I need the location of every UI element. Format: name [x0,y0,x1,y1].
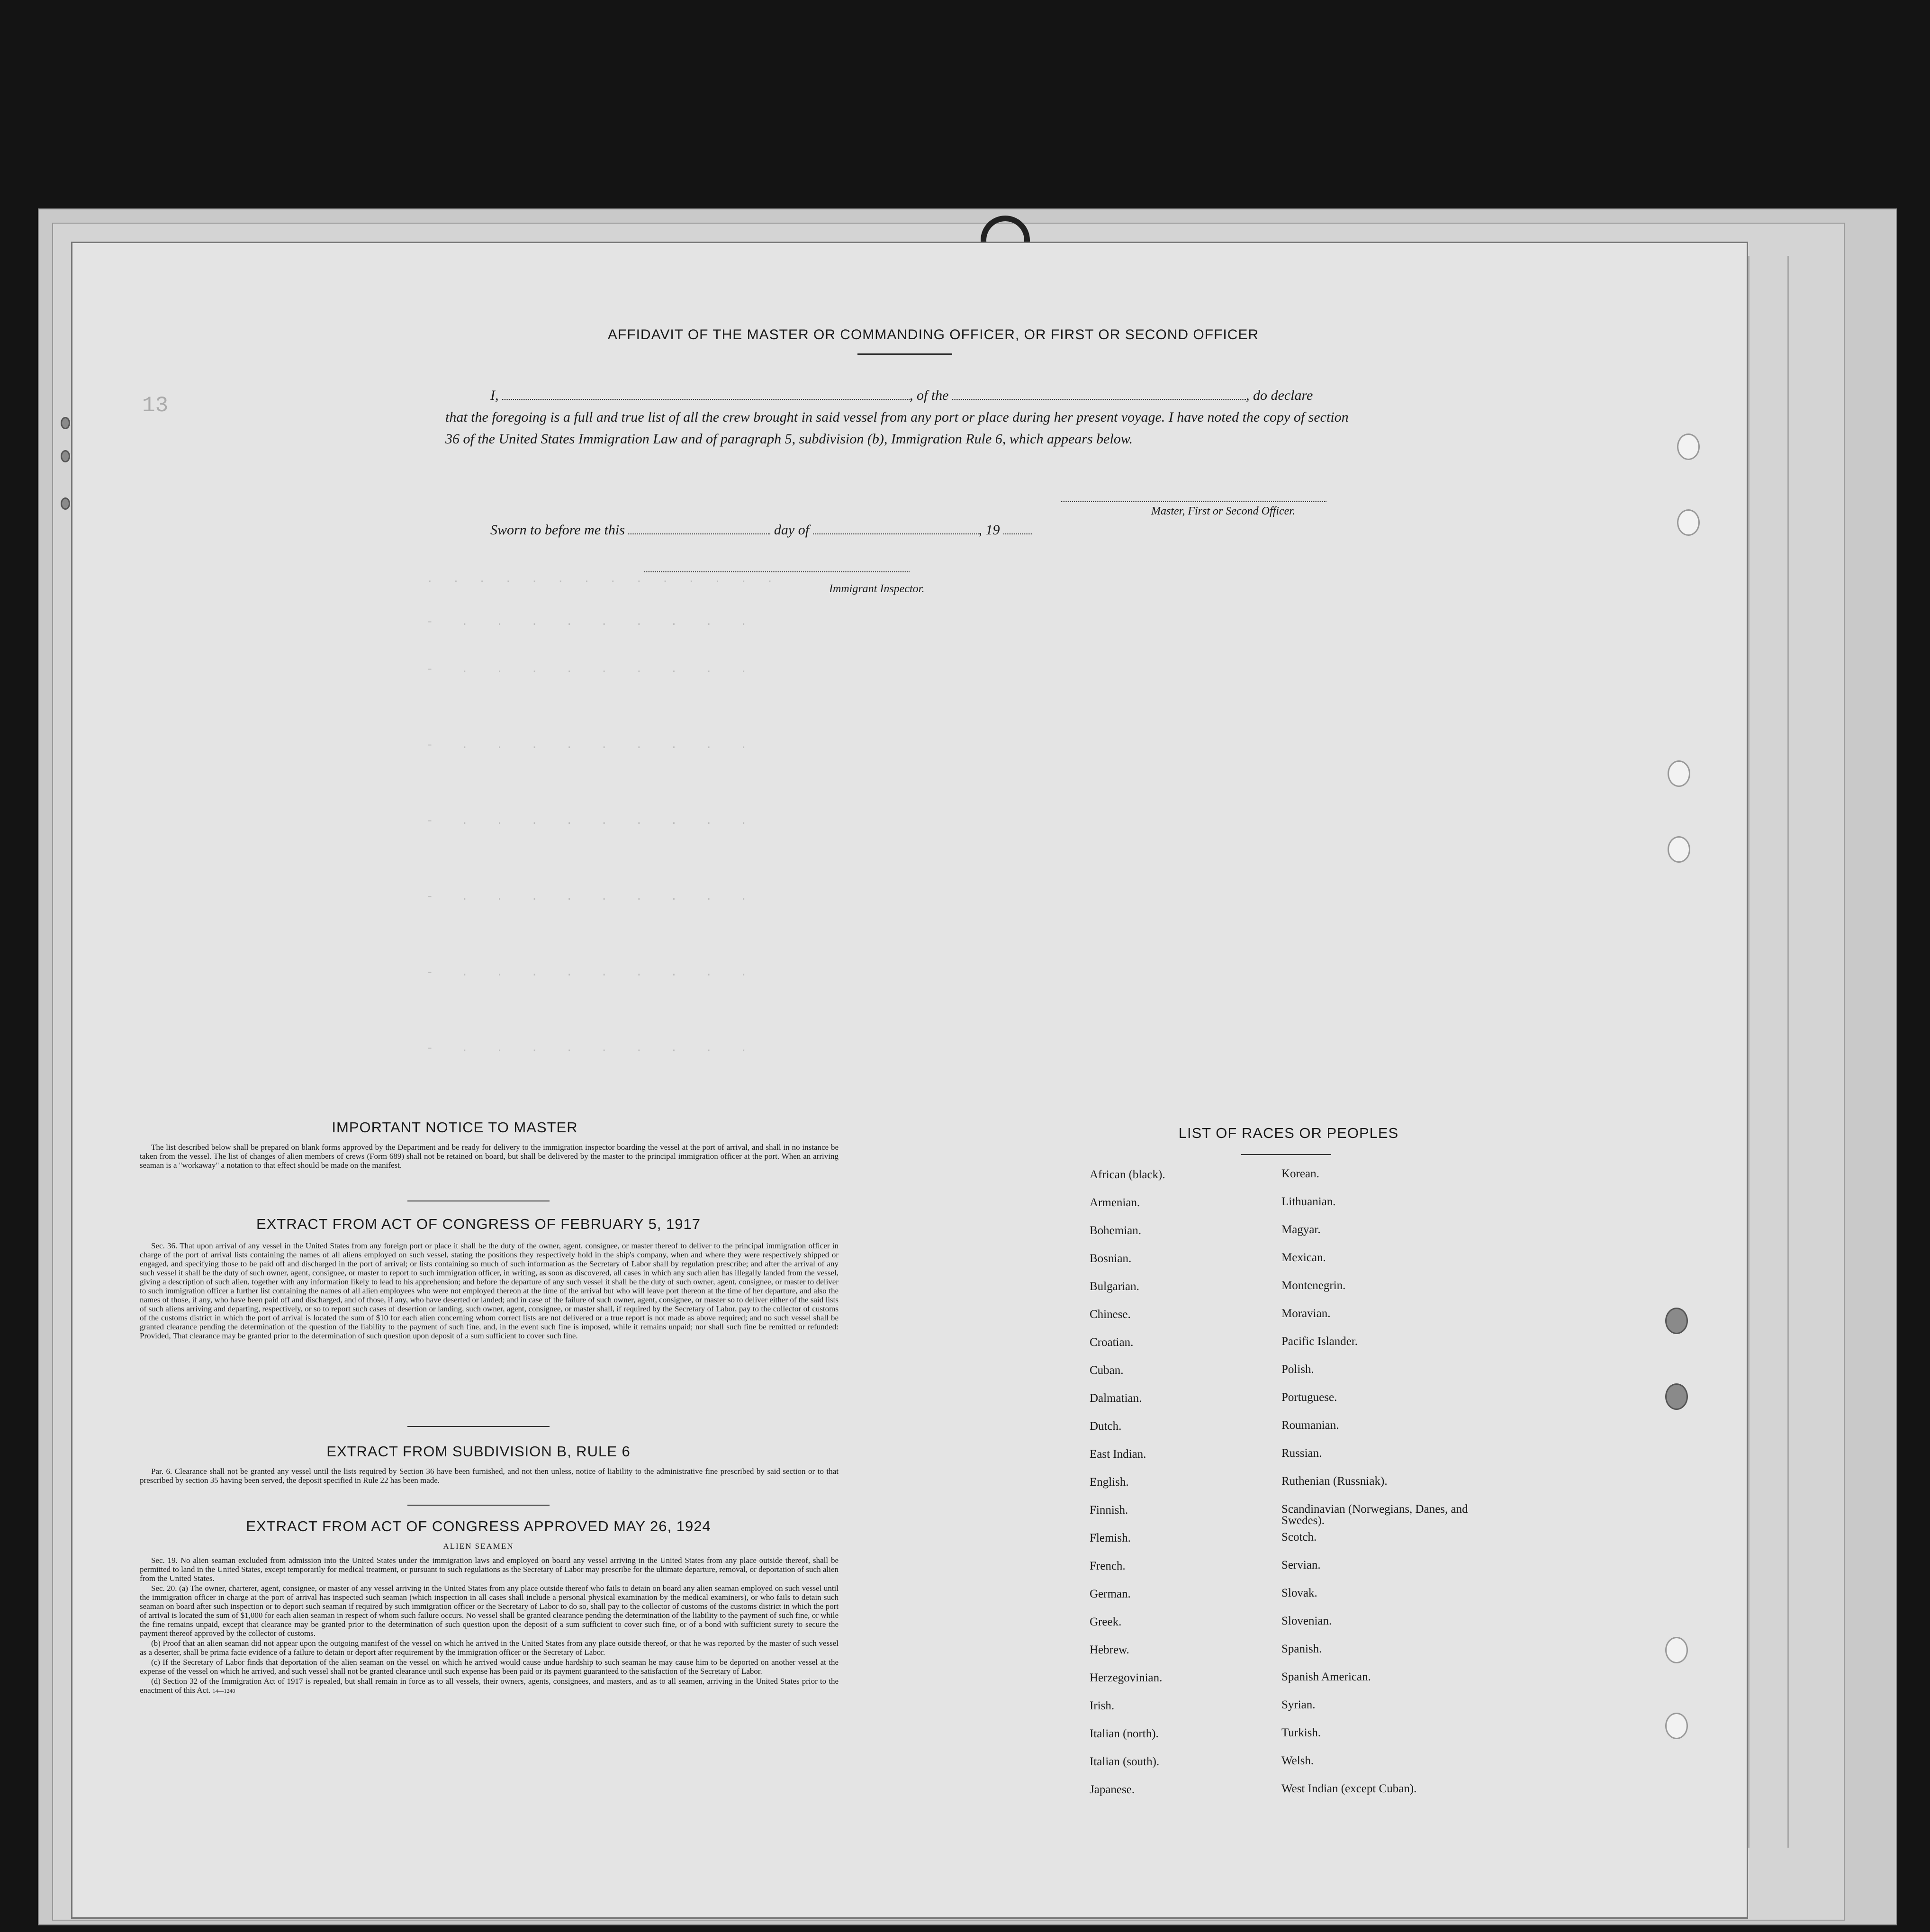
bleed-through-text: - . . . . . . . . . [426,815,749,828]
race-right: Pacific Islander. [1281,1335,1358,1348]
race-right: Magyar. [1281,1223,1321,1236]
race-left: Japanese. [1090,1783,1135,1796]
race-left: Armenian. [1090,1196,1140,1209]
race-row [1090,1364,1478,1392]
extract-1924-body [140,1556,839,1697]
month-blank[interactable] [813,523,979,534]
race-right: Polish. [1281,1363,1314,1376]
race-left: Bulgarian. [1090,1280,1139,1293]
race-row [1090,1448,1478,1476]
race-right: Lithuanian. [1281,1195,1336,1208]
race-right: West Indian (except Cuban). [1281,1782,1417,1795]
race-row [1090,1755,1478,1783]
race-right: Turkish. [1281,1726,1321,1739]
bleed-through-text: - . . . . . . . . . [426,1042,749,1055]
binder-hole-icon [1668,760,1690,787]
master-signature-line[interactable] [1061,501,1326,502]
race-row [1090,1616,1478,1643]
sworn-line [490,522,1032,538]
race-left: East Indian. [1090,1448,1146,1461]
inspector-label: Immigrant Inspector. [829,583,925,595]
bleed-through-text: - . . . . . . . . . [426,663,749,676]
race-right: Montenegrin. [1281,1279,1346,1292]
race-row [1090,1308,1478,1336]
affidavit-text: that the foregoing is a full and true list of all the crew brought in said vessel from any port or place during her present voyage. I have noted the copy of section 36 of the United States Immigration Law and of paragraph 5, subdivision (b), Immigration Rule 6, which appears below. [445,409,1349,447]
race-left: African (black). [1090,1168,1165,1181]
race-left: Croatian. [1090,1336,1134,1349]
binder-hole-icon [1665,1713,1688,1739]
sworn-prefix: Sworn to before me this [490,522,625,538]
race-row [1090,1392,1478,1420]
race-right: Scandinavian (Norwegians, Danes, and Swedes). [1281,1503,1468,1527]
affidavit-of: , of the [910,388,949,403]
extract-1917-title: EXTRACT FROM ACT OF CONGRESS OF FEBRUARY 5, 1917 [256,1216,701,1232]
race-right: Scotch. [1281,1531,1317,1544]
affidavit-declare: , do declare [1246,388,1313,403]
binder-hole-icon [1668,836,1690,863]
binder-hole-icon [1665,1383,1688,1410]
year-blank[interactable] [1003,523,1032,534]
race-left: Greek. [1090,1616,1122,1628]
race-left: English. [1090,1476,1129,1489]
sworn-day: day of [774,522,810,538]
race-right: Welsh. [1281,1754,1314,1767]
race-right: Servian. [1281,1559,1321,1571]
race-left: Chinese. [1090,1308,1131,1321]
inspector-signature-line[interactable] [644,571,910,572]
extract-1924-paragraph: (c) If the Secretary of Labor finds that deportation of the alien seaman on the vessel on which he arrived would cause undue hardship to such seaman he may cause him to be deported on another vessel at the expense of the vessel on which he arrived, and such vessel shall not be granted clearance until such expense has been paid or its payment guaranteed to the satisfaction of the Secretary of Labor. [140,1658,839,1676]
race-right: Mexican. [1281,1251,1326,1264]
binding-dot-icon [61,450,70,462]
affidavit-line-1 [445,385,1364,406]
margin-mark: 13 [142,393,169,418]
name-blank[interactable] [502,388,910,400]
extract-rule6-body [140,1467,839,1486]
bleed-through-text: - . . . . . . . . . [426,891,749,903]
notice-body [140,1143,839,1171]
extract-1917-text: Sec. 36. That upon arrival of any vessel in the United States from any foreign port or place it shall be the duty of the owner, agent, consignee, or master thereof to deliver to the principal immigration officer in charge of the port of arrival lists containing the names of all aliens employed on such vessel, stating the positions they respectively hold in the ship's company, when and where they were respectively shipped or engaged, and specifying those to be paid off and discharged in the port of arrival; or lists containing so much of such information as the Secretary of Labor shall by regulation prescribe; and after the arrival of any such vessel it shall be the duty of such owner, agent, consignee, or master to report to such immigration officer, in writing, as soon as discovered, all cases in which any such alien has illegally landed from the vessel, giving a description of such alien, together with any information likely to lead to his apprehension; and before the departure of any such vessel it shall be the duty of such owner, agent, consignee, or master to deliver to such immigration officer a further list containing the names of all alien employees who were not employed thereon at the time of the arrival but who will leave port thereon at the time of her departure, and also the names of those, if any, who have been paid off and discharged, and of those, if any, who have deserted or landed; and in case of the failure of such owner, agent, consignee, or master so to deliver either of the said lists of such aliens arriving and departing, respectively, or so to report such cases of desertion or landing, such owner, agent, consignee, or master shall, if required by the Secretary of Labor, pay to the collector of customs of the customs district in which the port of arrival is located the sum of $10 for each alien concerning whom correct lists are not delivered or a true report is not made as above required; and no such vessel shall be granted clearance pending the determination of the question of the liability to the payment of such fine, and, in the event such fine is imposed, while it remains unpaid; nor shall such fine be remitted or refunded: Provided, That clearance may be granted prior to the determination of such question upon deposit of a sum sufficient to cover such fine. [140,1241,839,1340]
race-left: Flemish. [1090,1532,1131,1544]
races-list [1090,1168,1478,1811]
race-right: Syrian. [1281,1698,1316,1711]
binder-hole-icon [1677,509,1700,536]
race-left: Italian (south). [1090,1755,1160,1768]
race-row [1090,1588,1478,1616]
bleed-through-text: - . . . . . . . . . [426,966,749,979]
race-right: Portuguese. [1281,1391,1337,1404]
sworn-year: , 19 [978,522,1000,538]
race-right: Moravian. [1281,1307,1331,1320]
race-row [1090,1699,1478,1727]
bleed-through-text: . . . . . . . . . . . . . . [426,573,776,586]
section-rule [407,1426,550,1427]
race-row [1090,1224,1478,1252]
race-row [1090,1643,1478,1671]
race-left: Irish. [1090,1699,1115,1712]
affidavit-i: I, [490,388,499,403]
race-row [1090,1560,1478,1588]
race-row [1090,1252,1478,1280]
extract-rule6-title: EXTRACT FROM SUBDIVISION B, RULE 6 [326,1443,631,1460]
notice-title: IMPORTANT NOTICE TO MASTER [332,1119,578,1136]
binding-dot-icon [61,497,70,510]
extract-1924-final: (d) Section 32 of the Immigration Act of 1917 is repealed, but shall remain in force as to all vessels, their owners, agents, consignees, and masters, and as to all seamen, arriving in the United States prior to the enactment of this Act. [140,1677,839,1695]
binder-hole-icon [1665,1637,1688,1663]
extract-1917-body [140,1241,839,1341]
section-rule [407,1505,550,1506]
master-label: Master, First or Second Officer. [1151,505,1295,517]
race-left: Bohemian. [1090,1224,1142,1237]
race-left: German. [1090,1588,1131,1600]
race-left: Finnish. [1090,1504,1128,1517]
race-right: Spanish. [1281,1643,1322,1655]
race-row [1090,1420,1478,1448]
bleed-through-text: - . . . . . . . . . [426,616,749,629]
binding-dot-icon [61,417,70,429]
day-blank[interactable] [628,523,770,534]
alien-seamen-subhead: ALIEN SEAMEN [443,1542,514,1551]
race-row [1090,1671,1478,1699]
bleed-through-text: - . . . . . . . . . [426,739,749,752]
race-left: Hebrew. [1090,1643,1129,1656]
race-right: Spanish American. [1281,1670,1371,1683]
affidavit-body [445,385,1364,450]
race-row [1090,1476,1478,1504]
form-number: 14—1240 [212,1688,235,1694]
race-left: Bosnian. [1090,1252,1132,1265]
notice-text: The list described below shall be prepared on blank forms approved by the Department and be ready for delivery to the immigration inspector boarding the vessel at the port of arrival, and shall in no instance be taken from the vessel. The list of changes of alien members of crews (Form 689) shall not be retained on board, but shall be delivered by the master to the principal immigration officer at the port. When an arriving seaman is a "workaway" a notation to that effect should be made on the manifest. [140,1143,839,1170]
race-right: Slovenian. [1281,1615,1332,1627]
races-title: LIST OF RACES OR PEOPLES [1178,1125,1399,1141]
race-left: Cuban. [1090,1364,1124,1377]
race-row [1090,1336,1478,1364]
race-right: Ruthenian (Russniak). [1281,1475,1388,1488]
extract-rule6-text: Par. 6. Clearance shall not be granted any vessel until the lists required by Section 36 have been furnished, and not then unless, notice of liability to the administrative fine prescribed by said section or to that prescribed by section 35 having been served, the deposit specified in Rule 22 has been made. [140,1467,839,1485]
extract-1924-paragraph: Sec. 20. (a) The owner, charterer, agent, consignee, or master of any vessel arriving in the United States from any place outside thereof who fails to detain on board any alien seaman employed on such vessel until the immigration officer in charge at the port of arrival has inspected such seaman (which inspection in all cases shall include a personal physical examination by the medical examiners), or who fails to detain such seaman on board after such inspection or to deport such seaman if required by such immigration officer or the Secretary of Labor to do so, shall pay to the collector of customs of the customs district in which the port of arrival is located the sum of $1,000 for each alien seaman in respect of whom such failure occurs. No vessel shall be granted clearance pending the determination of the liability to the payment of such fine, or while the fine remains unpaid, except that clearance may be granted prior to the determination of such question upon the deposit of a sum sufficient to cover such fine, or of a bond with sufficient surety to secure the payment thereof approved by the collector of customs. [140,1584,839,1638]
race-row [1090,1504,1478,1532]
vessel-blank[interactable] [952,388,1246,400]
race-left: Dutch. [1090,1420,1122,1433]
extract-1924-paragraph: Sec. 19. No alien seaman excluded from admission into the United States under the immigration laws and employed on board any vessel arriving in the United States from any place outside thereof, shall be permitted to land in the United States, except temporarily for medical treatment, or pursuant to such regulations as the Secretary of Labor may prescribe for the ultimate departure, removal, or deportation of such alien from the United States. [140,1556,839,1583]
race-row [1090,1783,1478,1811]
extract-1924-paragraph: (b) Proof that an alien seaman did not appear upon the outgoing manifest of the vessel on which he arrived in the United States from any place outside thereof, or that he was reported by the master of such vessel as a deserter, shall be prima facie evidence of a failure to detain or deport after requirement by the immigration officer or the Secretary of Labor. [140,1639,839,1657]
race-right: Slovak. [1281,1587,1317,1599]
page-edge-strip [1748,256,1789,1848]
race-row [1090,1727,1478,1755]
race-left: French. [1090,1560,1126,1572]
race-row [1090,1280,1478,1308]
race-left: Dalmatian. [1090,1392,1142,1405]
race-right: Roumanian. [1281,1419,1339,1432]
race-row [1090,1168,1478,1196]
extract-1924-title: EXTRACT FROM ACT OF CONGRESS APPROVED MAY 26, 1924 [246,1518,711,1535]
race-right: Russian. [1281,1447,1322,1460]
race-right: Korean. [1281,1167,1319,1180]
race-left: Herzegovinian. [1090,1671,1163,1684]
binder-hole-icon [1665,1308,1688,1334]
extract-1924-paragraph [140,1677,839,1696]
race-row [1090,1196,1478,1224]
race-row [1090,1532,1478,1560]
title-rule [857,353,952,355]
affidavit-title: AFFIDAVIT OF THE MASTER OR COMMANDING OFFICER, OR FIRST OR SECOND OFFICER [607,327,1259,343]
races-title-rule [1241,1154,1331,1155]
race-left: Italian (north). [1090,1727,1159,1740]
binder-hole-icon [1677,433,1700,460]
